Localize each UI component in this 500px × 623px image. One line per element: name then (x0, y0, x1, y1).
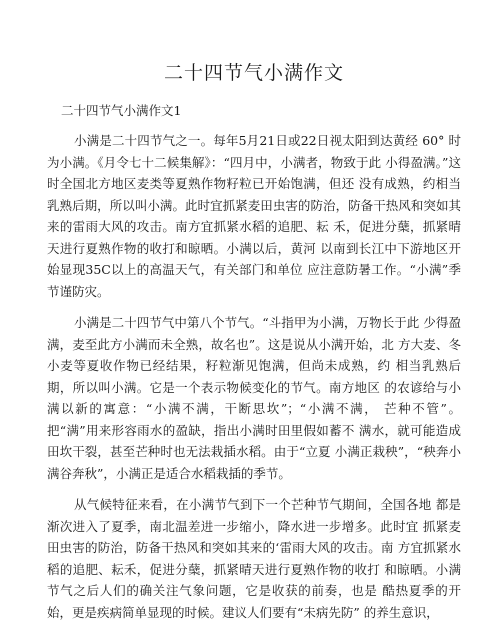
paragraph-2: 小满是二十四节气中第八个节气。“斗指甲为小满，万物长于此 少得盈满，麦至此方小满而未全熟，故名也”。这是说从小满开始，北 方大麦、冬小麦等夏收作物已经结果，籽粒渐见饱满，但尚未成熟，约 相当乳熟后期，所以叫小满。它是一个表示物候变化的节气。南方地区 的农谚给与小满以新的寓意：“小满不满，干断思坎”；“小满不满， 芒种不管”。把“满”用来形容雨水的盈缺，指出小满时田里假如蓄不 满水，就可能造成田坎干裂，甚至芒种时也无法栽插水稻。由于“立夏 小满正栽秧”，“秧奔小满谷奔秋”，小满正是适合水稻栽插的季节。 (47, 315, 461, 481)
paragraph-1: 小满是二十四节气之一。每年5月21日或22日视太阳到达黄经 60° 时为小满。《月令七十二候集解》：“四月中，小满者，物致于此 小得盈满。”这时全国北方地区麦类等夏熟作物籽粒已开始饱满，但还 没有成熟，约相当乳熟后期，所以叫小满。此时宜抓紧麦田虫害的防治，防备干热风和突如其来的雷雨大风的攻击。南方宜抓紧水稻的追肥、耘 禾，促进分蘖，抓紧晴天进行夏熟作物的收打和晾晒。小满以后，黄河 以南到长江中下游地区开始显现35C以上的高温天气，有关部门和单位 应注意防暑工作。“小满”季节谨防灾。 (47, 133, 461, 299)
page-title: 二十四节气小满作文 (163, 62, 344, 84)
article-subtitle: 二十四节气小满作文1 (61, 103, 182, 118)
paragraph-3: 从气候特征来看，在小满节气到下一个芒种节气期间，全国各地 都是渐次进入了夏季，南北温差进一步缩小，降水进一步增多。此时宜 抓紧麦田虫害的防治，防备干热风和突如其来的‘雷雨大风的攻击。南 方宜抓紧水稻的追肥、耘禾，促进分蘖，抓紧晴天进行夏熟作物的收打 和晾晒。小满节气之后人们的确关注气象问题，它是收获的前奏，也是 酷热夏季的开始，更是疾病简单显现的时候。建议人们要有“未病先防” 的养生意识， (47, 497, 461, 620)
